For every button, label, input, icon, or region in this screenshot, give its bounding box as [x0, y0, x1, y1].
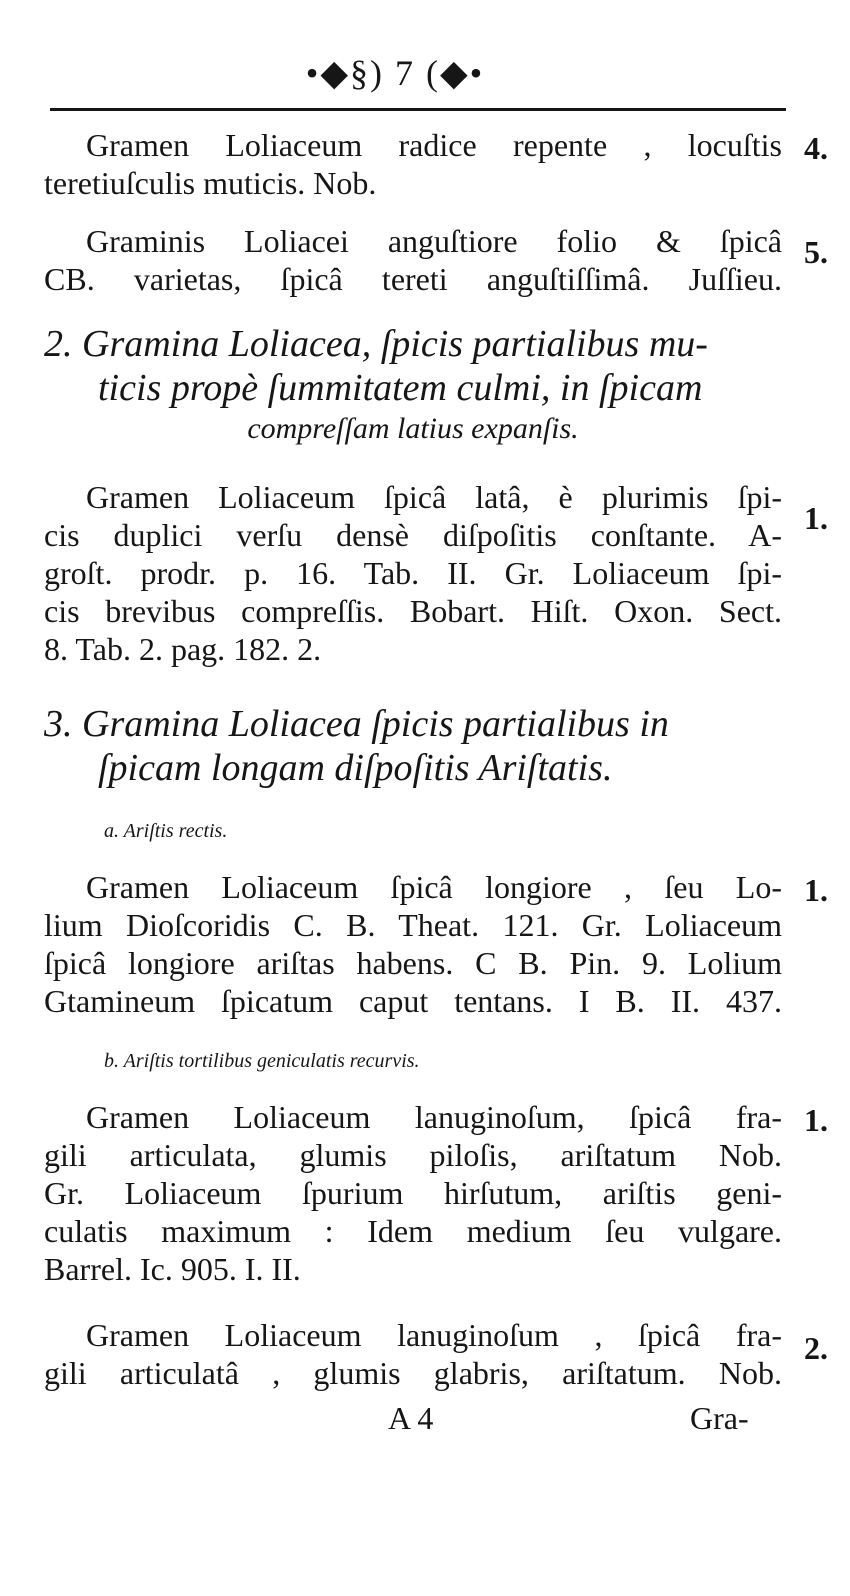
heading-line: Gramina Loliacea ſpicis partialibus in	[82, 703, 669, 745]
entry-number: 1.	[804, 1102, 828, 1138]
text-line: ſpicâ longiore ariſtas habens. C B. Pin. 9. Lolium	[44, 945, 782, 981]
ornament-left: •◆§)	[305, 53, 384, 93]
text-line: Gtamineum ſpicatum caput tentans. I B. II. 437.	[44, 983, 782, 1019]
heading-number: 3.	[44, 703, 73, 745]
entry-h2-1	[44, 478, 782, 668]
text-line: gili articulatâ , glumis glabris, ariſtatum. Nob.	[44, 1355, 782, 1391]
text-line: lium Dioſcoridis C. B. Theat. 121. Gr. Loliaceum	[44, 907, 782, 943]
entry-number: 5.	[804, 234, 828, 270]
text-line: groſt. prodr. p. 16. Tab. II. Gr. Loliaceum ſpi-	[44, 555, 782, 591]
section-heading-3	[44, 702, 782, 790]
header-rule	[50, 108, 786, 111]
entry-4	[44, 126, 782, 202]
text-line: teretiuſculis muticis. Nob.	[44, 165, 377, 201]
entry-b-1	[44, 1098, 782, 1288]
text-line: Gramen Loliaceum radice repente , locuſtis	[86, 127, 782, 163]
entry-number: 1.	[804, 500, 828, 536]
entry-number: 1.	[804, 872, 828, 908]
text-line: Gr. Loliaceum ſpurium hirſutum, ariſtis geni-	[44, 1175, 782, 1211]
heading-line: ticis propè ſummitatem culmi, in ſpicam	[98, 367, 703, 409]
entry-b-2	[44, 1316, 782, 1392]
ornament-right: (◆•	[426, 53, 485, 93]
page-number: 7	[395, 53, 415, 93]
text-line: 8. Tab. 2. pag. 182. 2.	[44, 631, 322, 667]
subheading-b: b. Ariſtis tortilibus geniculatis recurvis.	[104, 1050, 420, 1072]
text-line: Graminis Loliacei anguſtiore folio & ſpicâ	[86, 223, 782, 259]
subheading-a: a. Ariſtis rectis.	[104, 820, 228, 842]
heading-line: compreſſam latius expanſis.	[247, 412, 579, 445]
signature-mark: A 4	[388, 1400, 434, 1436]
section-heading-2	[44, 322, 782, 448]
entry-5	[44, 222, 782, 298]
entry-number: 2.	[804, 1330, 828, 1366]
text-line: Gramen Loliaceum lanuginoſum , ſpicâ fra-	[86, 1317, 782, 1353]
text-line: cis duplici verſu densè diſpoſitis conſtante. A-	[44, 517, 782, 553]
text-line: Gramen Loliaceum ſpicâ longiore , ſeu Lo-	[86, 869, 782, 905]
text-line: cis brevibus compreſſis. Bobart. Hiſt. Oxon. Sect.	[44, 593, 782, 629]
entry-a-1	[44, 868, 782, 1020]
text-line: CB. varietas, ſpicâ tereti anguſtiſſimâ. Juſſieu.	[44, 261, 782, 297]
catchword: Gra-	[690, 1400, 749, 1436]
heading-number: 2.	[44, 323, 73, 365]
heading-line: Gramina Loliacea, ſpicis partialibus mu-	[82, 323, 708, 365]
text-line: Gramen Loliaceum lanuginoſum, ſpicâ fra-	[86, 1099, 782, 1135]
page-header	[0, 52, 790, 94]
entry-number: 4.	[804, 130, 828, 166]
text-line: culatis maximum : Idem medium ſeu vulgare.	[44, 1213, 782, 1249]
heading-line: ſpicam longam diſpoſitis Ariſtatis.	[98, 747, 613, 789]
text-line: Gramen Loliaceum ſpicâ latâ, è plurimis ſpi-	[86, 479, 782, 515]
text-line: Barrel. Ic. 905. I. II.	[44, 1251, 301, 1287]
text-line: gili articulata, glumis piloſis, ariſtatum Nob.	[44, 1137, 782, 1173]
